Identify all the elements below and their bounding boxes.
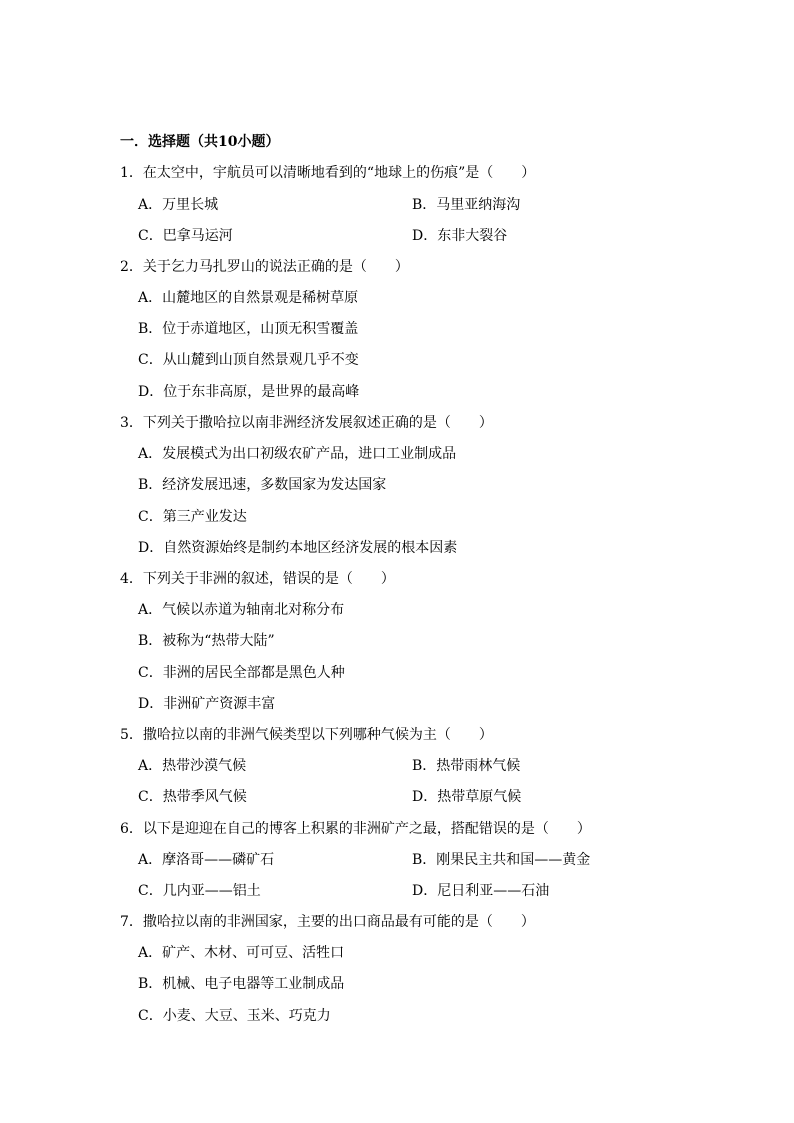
question-4-option-a: A．气候以赤道为轴南北对称分布 bbox=[138, 602, 345, 618]
question-6-stem: 6．以下是迎迎在自己的博客上积累的非洲矿产之最，搭配错误的是（ ） bbox=[120, 821, 591, 837]
question-1-stem: 1．在太空中，宇航员可以清晰地看到的“地球上的伤痕”是（ ） bbox=[120, 165, 536, 181]
question-1-option-b: B．马里亚纳海沟 bbox=[412, 197, 521, 213]
question-2-option-d: D．位于东非高原，是世界的最高峰 bbox=[138, 384, 360, 400]
question-1-option-a: A．万里长城 bbox=[138, 197, 219, 213]
question-3-option-d: D．自然资源始终是制约本地区经济发展的根本因素 bbox=[138, 540, 458, 556]
question-4-option-b: B．被称为“热带大陆” bbox=[138, 633, 275, 649]
question-3-option-b: B．经济发展迅速，多数国家为发达国家 bbox=[138, 477, 387, 493]
question-5-option-a: A．热带沙漠气候 bbox=[138, 758, 247, 774]
question-7-option-b: B．机械、电子电器等工业制成品 bbox=[138, 976, 345, 992]
question-2-option-c: C．从山麓到山顶自然景观几乎不变 bbox=[138, 352, 359, 368]
question-7-stem: 7．撒哈拉以南的非洲国家，主要的出口商品最有可能的是（ ） bbox=[120, 914, 535, 930]
question-6-option-a: A．摩洛哥——磷矿石 bbox=[138, 852, 275, 868]
question-7-option-c: C．小麦、大豆、玉米、巧克力 bbox=[138, 1008, 331, 1024]
question-1-option-c: C．巴拿马运河 bbox=[138, 228, 233, 244]
question-7-option-a: A．矿产、木材、可可豆、活牲口 bbox=[138, 945, 345, 961]
section-title: 一．选择题（共10小题） bbox=[120, 134, 280, 150]
question-1-option-d: D．东非大裂谷 bbox=[412, 228, 508, 244]
question-5-stem: 5．撒哈拉以南的非洲气候类型以下列哪种气候为主（ ） bbox=[120, 727, 493, 743]
question-5-option-b: B．热带雨林气候 bbox=[412, 758, 521, 774]
question-2-option-b: B．位于赤道地区，山顶无积雪覆盖 bbox=[138, 321, 359, 337]
question-5-option-d: D．热带草原气候 bbox=[412, 789, 522, 805]
question-6-option-d: D．尼日利亚——石油 bbox=[412, 883, 550, 899]
question-5-option-c: C．热带季风气候 bbox=[138, 789, 247, 805]
question-3-option-c: C．第三产业发达 bbox=[138, 509, 247, 525]
question-6-option-b: B．刚果民主共和国——黄金 bbox=[412, 852, 591, 868]
question-2-stem: 2．关于乞力马扎罗山的说法正确的是（ ） bbox=[120, 259, 409, 275]
question-3-option-a: A．发展模式为出口初级农矿产品，进口工业制成品 bbox=[138, 446, 457, 462]
question-6-option-c: C．几内亚——铝土 bbox=[138, 883, 261, 899]
question-2-option-a: A．山麓地区的自然景观是稀树草原 bbox=[138, 290, 359, 306]
question-4-option-d: D．非洲矿产资源丰富 bbox=[138, 696, 276, 712]
question-4-option-c: C．非洲的居民全部都是黑色人种 bbox=[138, 665, 345, 681]
question-3-stem: 3．下列关于撒哈拉以南非洲经济发展叙述正确的是（ ） bbox=[120, 415, 493, 431]
question-4-stem: 4．下列关于非洲的叙述，错误的是（ ） bbox=[120, 571, 395, 587]
